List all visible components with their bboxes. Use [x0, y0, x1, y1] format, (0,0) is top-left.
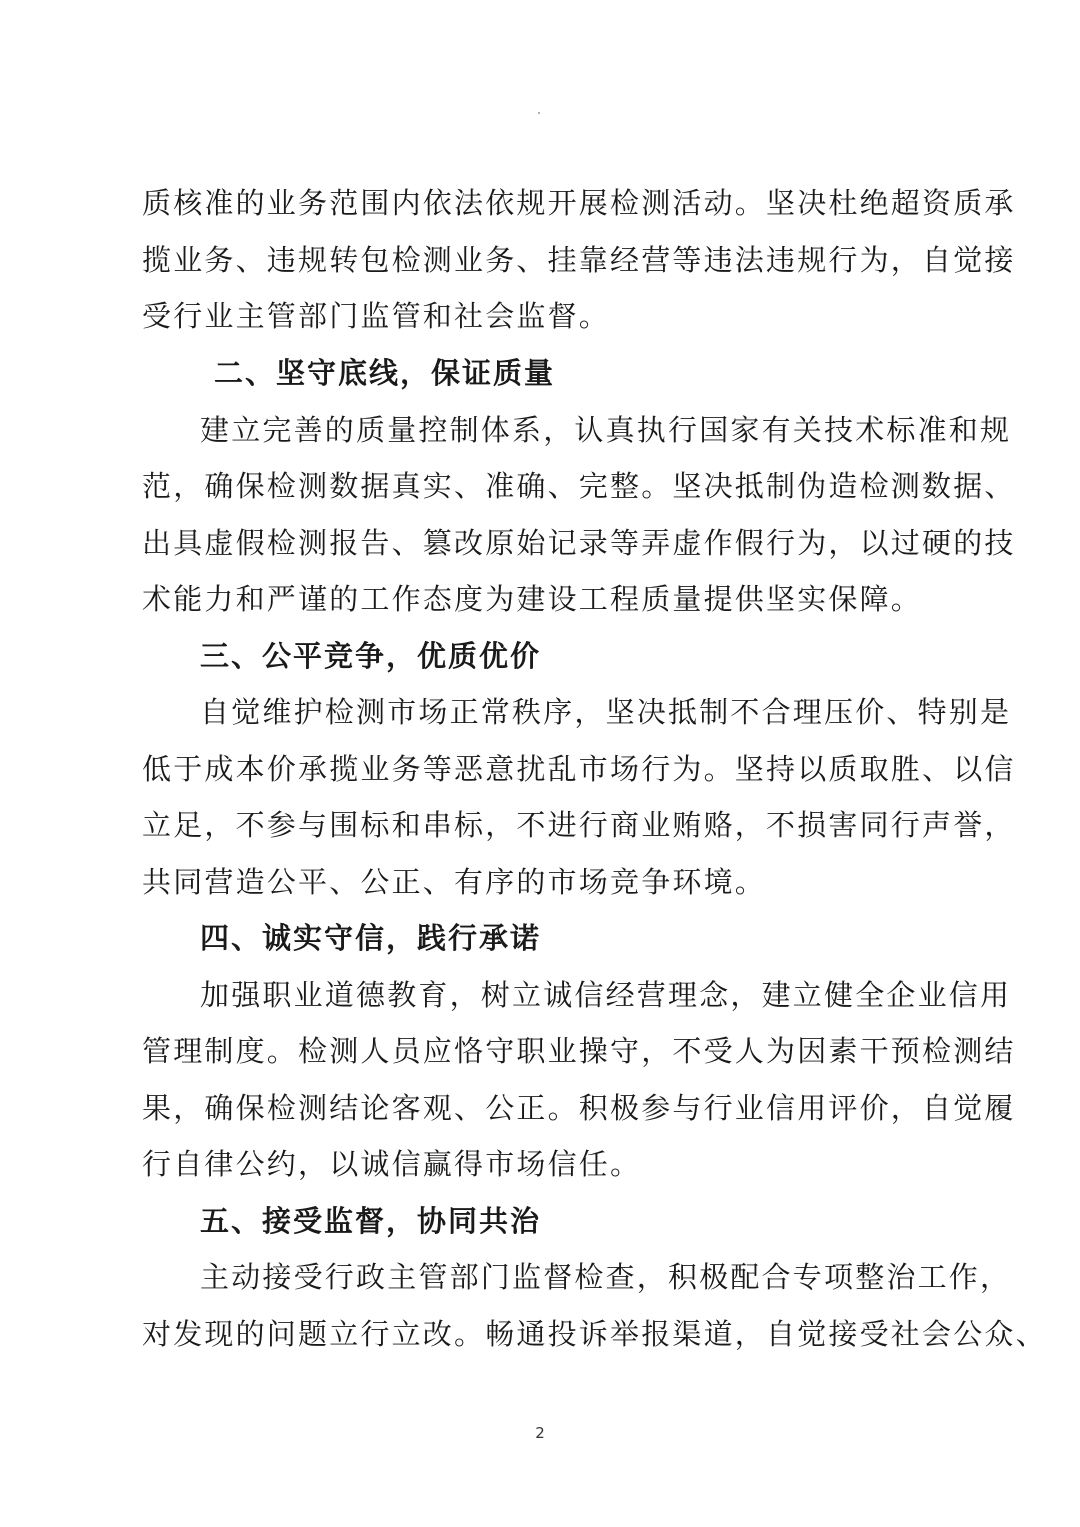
body-line: 出具虚假检测报告、篡改原始记录等弄虚作假行为，以过硬的技 [142, 526, 1016, 560]
paragraph-first-line: 建立完善的质量控制体系，认真执行国家有关技术标准和规 [200, 413, 1012, 447]
body-line: 对发现的问题立行立改。畅通投诉举报渠道，自觉接受社会公众、 [142, 1317, 1047, 1351]
body-line: 立足，不参与围标和串标，不进行商业贿赂，不损害同行声誉， [142, 808, 1016, 842]
section-heading-3: 三、公平竞争，优质优价 [200, 639, 542, 673]
body-line: 术能力和严谨的工作态度为建设工程质量提供坚实保障。 [142, 582, 923, 616]
scan-speck [538, 112, 540, 114]
body-line: 行自律公约，以诚信赢得市场信任。 [142, 1147, 642, 1181]
page-number: 2 [535, 1424, 545, 1442]
section-heading-4: 四、诚实守信，践行承诺 [200, 921, 542, 955]
body-line: 果，确保检测结论客观、公正。积极参与行业信用评价，自觉履 [142, 1091, 1016, 1125]
body-line: 共同营造公平、公正、有序的市场竞争环境。 [142, 865, 767, 899]
body-line: 质核准的业务范围内依法依规开展检测活动。坚决杜绝超资质承 [142, 186, 1016, 220]
paragraph-first-line: 加强职业道德教育，树立诚信经营理念，建立健全企业信用 [200, 978, 1012, 1012]
body-line: 管理制度。检测人员应恪守职业操守，不受人为因素干预检测结 [142, 1034, 1016, 1068]
paragraph-first-line: 自觉维护检测市场正常秩序，坚决抵制不合理压价、特别是 [200, 695, 1012, 729]
body-line: 受行业主管部门监管和社会监督。 [142, 299, 611, 333]
paragraph-first-line: 主动接受行政主管部门监督检查，积极配合专项整治工作， [200, 1260, 1012, 1294]
body-line: 揽业务、违规转包检测业务、挂靠经营等违法违规行为，自觉接 [142, 243, 1016, 277]
body-line: 范，确保检测数据真实、准确、完整。坚决抵制伪造检测数据、 [142, 469, 1016, 503]
section-heading-2: 二、坚守底线，保证质量 [214, 356, 556, 390]
section-heading-5: 五、接受监督，协同共治 [200, 1204, 542, 1238]
body-line: 低于成本价承揽业务等恶意扰乱市场行为。坚持以质取胜、以信 [142, 752, 1016, 786]
